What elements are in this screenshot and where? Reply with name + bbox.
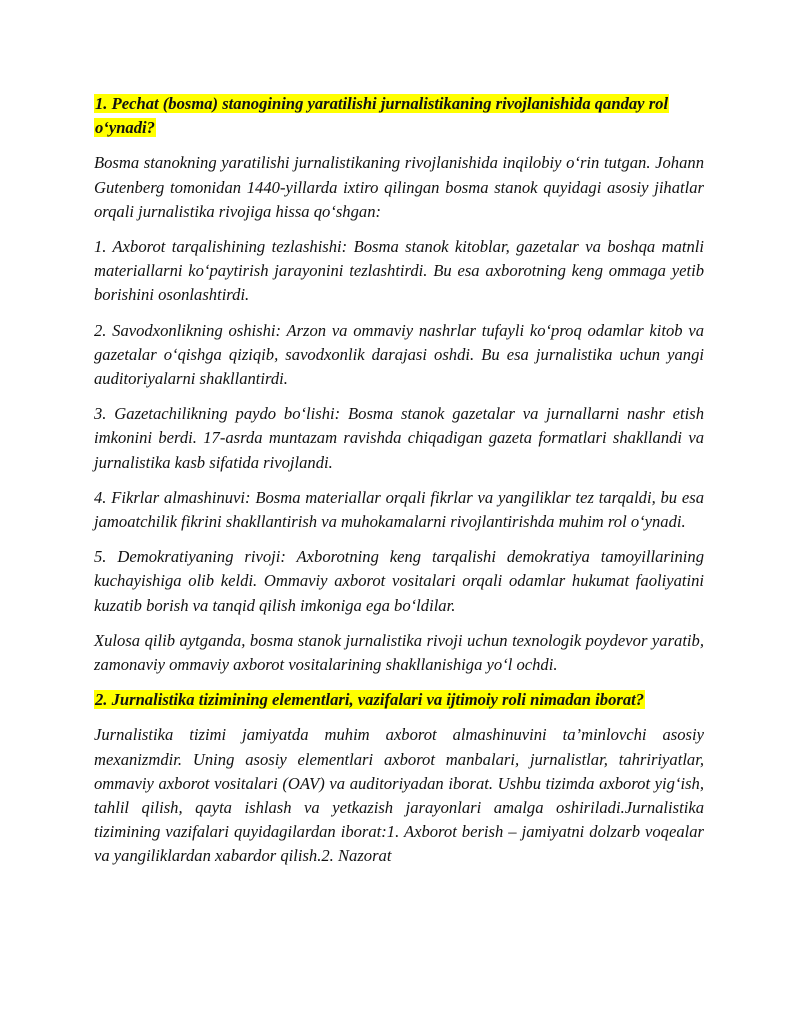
question-2-body: Jurnalistika tizimi jamiyatda muhim axborot almashinuvini ta’minlovchi asosiy mexanizmdir. Uning asosiy elementlari axborot manbalari, jurnalistlar, tahririyatlar, ommaviy axborot vositalari (OAV) va auditoriyadan iborat. Ushbu tizimda axborot yig‘ish, tahlil qilish, qayta ishlash va yetkazish jarayonlari amalga oshiriladi.Jurnalistika tizimining vazifalari quyidagilardan iborat:1. Axborot berish – jamiyatni dolzarb voqealar va yangiliklardan xabardor qilish.2. Nazorat: [94, 725, 704, 866]
point-3: 3. Gazetachilikning paydo bo‘lishi: Bosma stanok gazetalar va jurnallarni nashr etish imkonini berdi. 17-asrda muntazam ravishda chiqadigan gazeta formatlari shakllandi va jurnalistika kasb sifatida rivojlandi.: [94, 404, 704, 472]
question-1-heading-text: 1. Pechat (bosma) stanogining yaratilishi jurnalistikaning rivojlanishida qanday rol o‘ynadi?: [95, 94, 669, 138]
point-2: 2. Savodxonlikning oshishi: Arzon va ommaviy nashrlar tufayli ko‘proq odamlar kitob va gazetalar o‘qishga qiziqib, savodxonlik darajasi oshdi. Bu esa jurnalistika uchun yangi auditoriyalarni shakllantirdi.: [94, 320, 704, 389]
question-2-heading-text: 2. Jurnalistika tizimining elementlari, vazifalari va ijtimoiy roli nimadan iborat?: [95, 690, 645, 710]
document-page: [94, 92, 704, 869]
point-4: 4. Fikrlar almashinuvi: Bosma materiallar orqali fikrlar va yangiliklar tez tarqaldi, bu esa jamoatchilik fikrini shakllantirish va muhokamalarni rivojlantirishda muhim rol o‘ynadi.: [94, 487, 704, 532]
question-1-heading: [94, 92, 704, 140]
question-2-heading: [94, 688, 704, 712]
question-1-intro: Bosma stanokning yaratilishi jurnalistikaning rivojlanishida inqilobiy o‘rin tutgan. Johann Gutenberg tomonidan 1440-yillarda ixtiro qilingan bosma stanok quyidagi asosiy jihatlar orqali jurnalistika rivojiga hissa qo‘shgan:: [94, 153, 704, 221]
point-5: 5. Demokratiyaning rivoji: Axborotning keng tarqalishi demokratiya tamoyillarining kuchayishiga olib keldi. Ommaviy axborot vositalari orqali odamlar hukumat faoliyatini kuzatib borish va tanqid qilish imkoniga ega bo‘ldilar.: [94, 547, 704, 615]
point-1: 1. Axborot tarqalishining tezlashishi: Bosma stanok kitoblar, gazetalar va boshqa matnli materiallarni ko‘paytirish jarayonini tezlashtirdi. Bu esa axborotning keng ommaga yetib borishini osonlashtirdi.: [94, 237, 704, 305]
question-1-conclusion: Xulosa qilib aytganda, bosma stanok jurnalistika rivoji uchun texnologik poydevor yaratib, zamonaviy ommaviy axborot vositalarining shakllanishiga yo‘l ochdi.: [94, 630, 704, 675]
